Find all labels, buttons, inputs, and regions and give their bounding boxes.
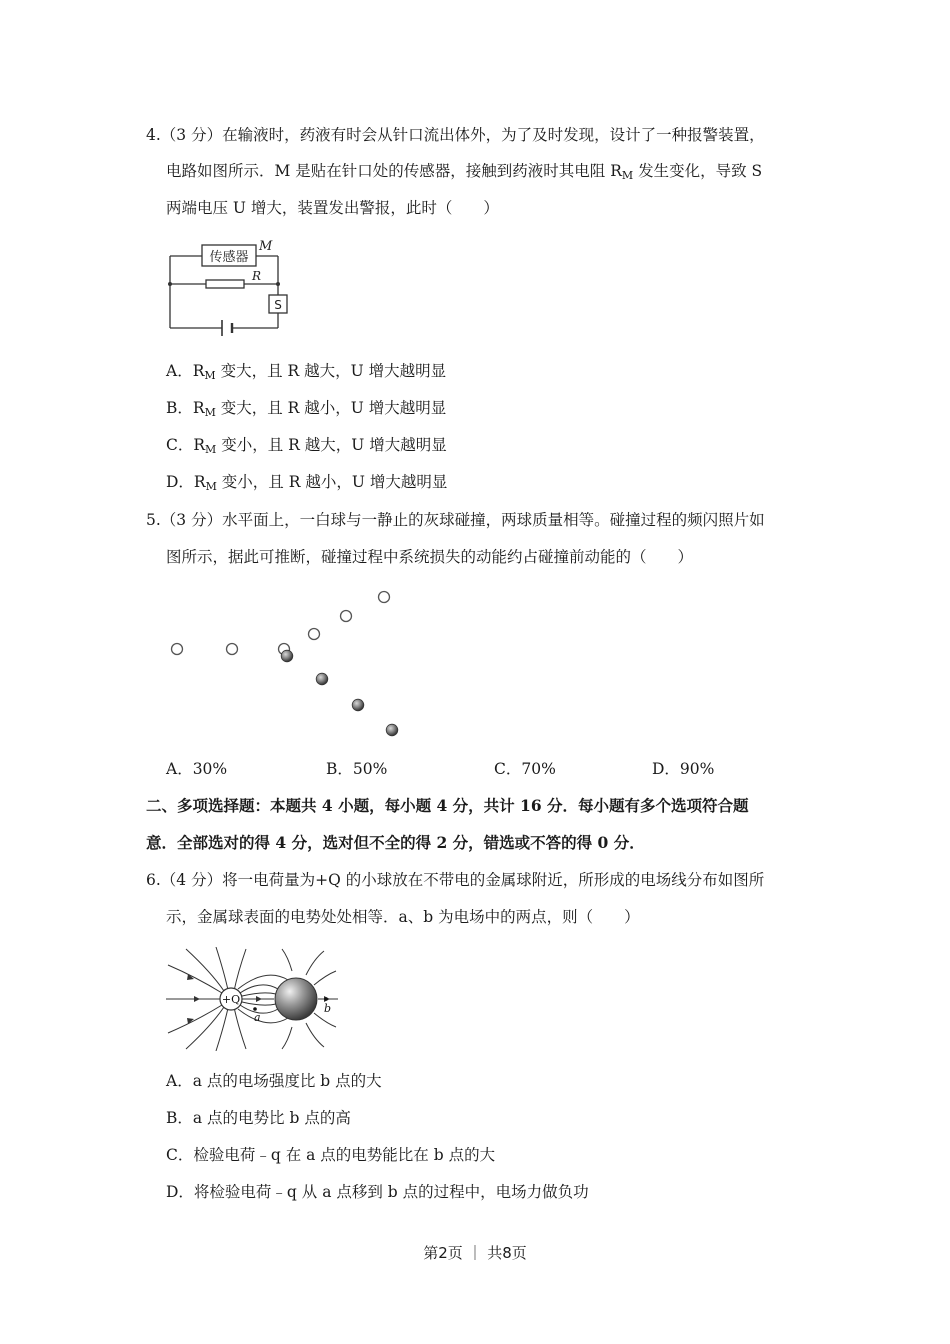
q6-option-b: B．a 点的电势比 b 点的高 <box>166 1109 351 1127</box>
gray-ball-4 <box>386 724 398 736</box>
r-label: R <box>252 269 262 283</box>
a-label: a <box>254 1011 261 1024</box>
q5-option-a: A．30% <box>166 760 228 778</box>
q6-option-d: D．将检验电荷﹣q 从 a 点移到 b 点的过程中，电场力做负功 <box>166 1183 589 1201</box>
white-ball-1 <box>172 644 183 655</box>
q5-stem-line2: 图所示，据此可推断，碰撞过程中系统损失的动能约占碰撞前动能的（ ） <box>166 548 694 566</box>
white-ball-2 <box>227 644 238 655</box>
q4-option-d: D．$R_M$ 变小，且 R 越小，U 增大越明显 <box>166 473 448 493</box>
q4-stem-line3: 两端电压 U 增大，装置发出警报，此时（ ） <box>166 199 499 217</box>
page-footer: 第2页 ｜ 共8页 <box>423 1244 527 1262</box>
metal-sphere <box>275 978 317 1020</box>
q4-option-c: C．$R_M$ 变小，且 R 越大，U 增大越明显 <box>166 436 447 456</box>
q6-stem-line2: 示，金属球表面的电势处处相等．a、b 为电场中的两点，则（ ） <box>166 908 640 926</box>
q5-strobe-photo <box>160 580 420 745</box>
m-label: M <box>259 239 273 254</box>
resistor-r <box>206 280 244 288</box>
white-ball-5 <box>341 611 352 622</box>
q6-stem-line1: 6.（4 分）将一电荷量为+Q 的小球放在不带电的金属球附近，所形成的电场线分布如图所 <box>146 871 765 889</box>
white-ball-4 <box>309 629 320 640</box>
gray-ball-1 <box>281 650 293 662</box>
b-label: b <box>324 1002 332 1015</box>
q5-option-d: D．90% <box>652 760 715 778</box>
point-b <box>324 997 328 1001</box>
sensor-label: 传感器 <box>209 250 249 265</box>
q4-option-a: A．$R_M$ 变大，且 R 越大，U 增大越明显 <box>166 362 447 382</box>
section2-heading-line1: 二、多项选择题：本题共 4 小题，每小题 4 分，共计 16 分．每小题有多个选项符合题 <box>146 796 749 815</box>
gray-ball-2 <box>316 673 328 685</box>
gray-ball-3 <box>352 699 364 711</box>
white-ball-6 <box>379 592 390 603</box>
q6-field-line-diagram <box>166 947 338 1051</box>
q5-option-b: B．50% <box>326 760 388 778</box>
q4-option-b: B．$R_M$ 变大，且 R 越小，U 增大越明显 <box>166 399 447 419</box>
charge-label: +Q <box>221 993 241 1006</box>
q4-stem-line1: 4.（3 分）在输液时，药液有时会从针口流出体外，为了及时发现，设计了一种报警装置， <box>146 126 765 144</box>
q4-stem-line2: 电路如图所示．M 是贴在针口处的传感器，接触到药液时其电阻 $R_M$ 发生变化，导致 S <box>166 162 763 182</box>
q5-stem-line1: 5.（3 分）水平面上，一白球与一静止的灰球碰撞，两球质量相等。碰撞过程的频闪照片如 <box>146 511 765 529</box>
q6-option-c: C．检验电荷﹣q 在 a 点的电势能比在 b 点的大 <box>166 1146 496 1164</box>
s-label: S <box>274 298 282 312</box>
q6-option-a: A．a 点的电场强度比 b 点的大 <box>166 1072 382 1090</box>
q4-circuit-diagram <box>160 236 300 336</box>
section2-heading-line2: 意．全部选对的得 4 分，选对但不全的得 2 分，错选或不答的得 0 分． <box>146 833 645 852</box>
q5-option-c: C．70% <box>494 760 556 778</box>
